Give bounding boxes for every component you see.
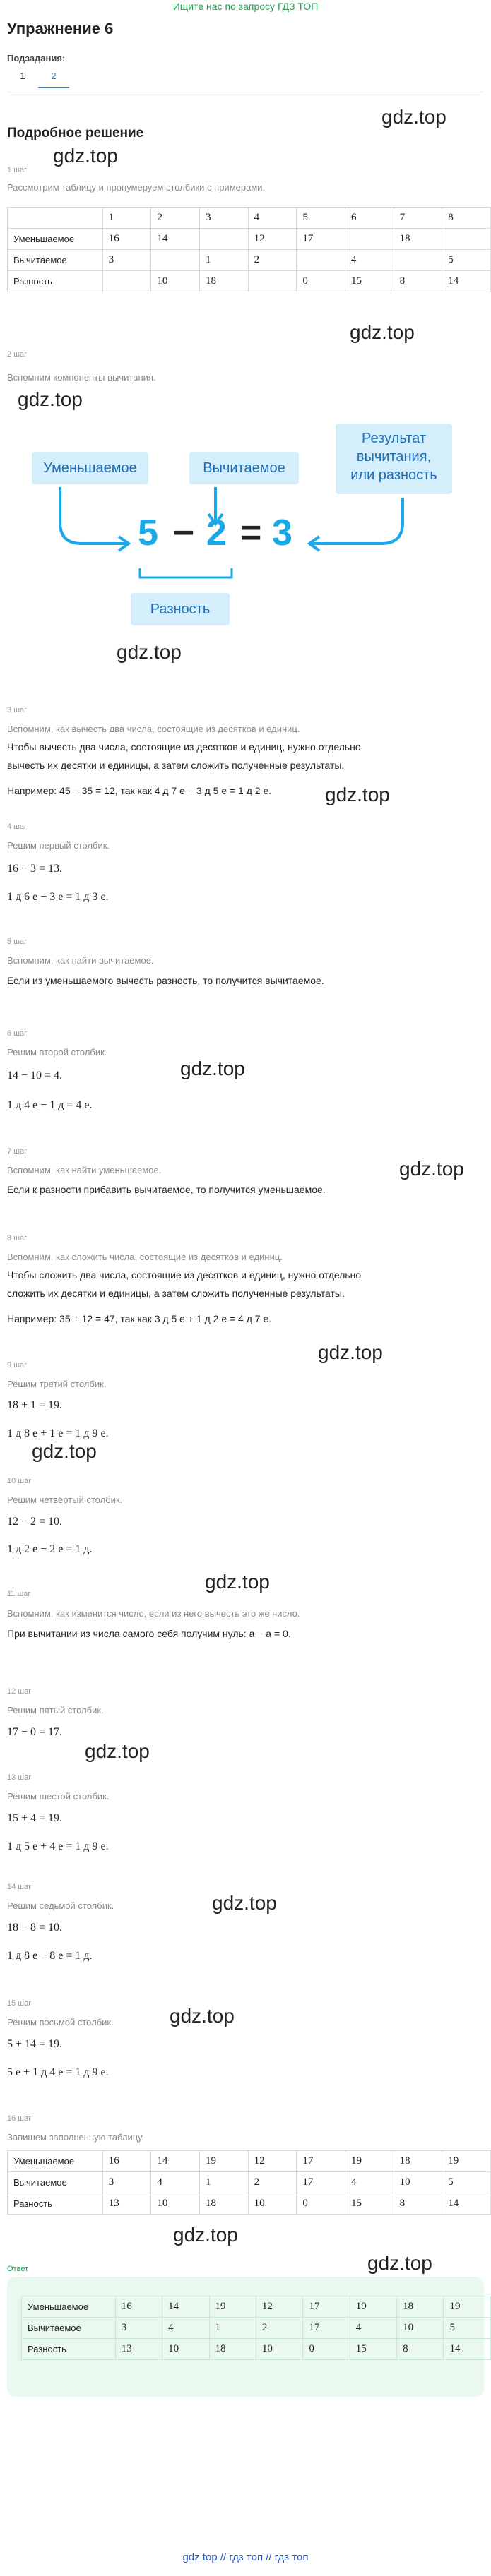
table-cell: 8 xyxy=(397,2339,444,2360)
step-text: Запишем заполненную таблицу. xyxy=(7,2132,144,2143)
table-cell: 10 xyxy=(151,271,200,292)
table-answer xyxy=(21,2296,491,2360)
example: Например: 45 − 35 = 12, так как 4 д 7 е − 3 д 5 е = 1 д 2 е. xyxy=(7,785,272,796)
equation: 14 − 10 = 4. xyxy=(7,1070,63,1082)
equation: 18 − 8 = 10. xyxy=(7,1922,63,1934)
table-cell: 3 xyxy=(115,2318,162,2339)
table-cell xyxy=(394,250,442,271)
table-cell: 18 xyxy=(200,271,249,292)
table-cell: 19 xyxy=(209,2296,256,2318)
step-label: 14 шаг xyxy=(7,1883,32,1891)
example: Например: 35 + 12 = 47, так как 3 д 5 е + 1 д 2 е = 4 д 7 е. xyxy=(7,1313,272,1324)
table-cell: Вычитаемое xyxy=(8,250,103,271)
equation: 1 д 8 е − 8 е = 1 д. xyxy=(7,1950,93,1962)
equation: 15 + 4 = 19. xyxy=(7,1812,63,1824)
table-initial xyxy=(7,207,491,292)
rule-line: Чтобы вычесть два числа, состоящие из десятков и единиц, нужно отдельно xyxy=(7,741,361,753)
step-text: Вспомним, как изменится число, если из него вычесть это же число. xyxy=(7,1608,300,1619)
tab-1[interactable]: 1 xyxy=(20,71,25,81)
watermark: gdz.top xyxy=(318,1341,383,1363)
top-banner[interactable]: Ищите нас по запросу ГДЗ ТОП xyxy=(172,1,319,12)
table-cell: 13 xyxy=(102,2193,151,2215)
table-cell: 10 xyxy=(256,2339,302,2360)
step-label: 12 шаг xyxy=(7,1687,32,1696)
table-row xyxy=(8,2172,491,2193)
rule-line: Если к разности прибавить вычитаемое, то получится уменьшаемое. xyxy=(7,1184,326,1195)
tab-2[interactable]: 2 xyxy=(38,71,69,88)
table-cell: 4 xyxy=(162,2318,209,2339)
table-cell: 17 xyxy=(303,2296,350,2318)
equation: 1 д 4 е − 1 д = 4 е. xyxy=(7,1099,93,1111)
table-cell: 4 xyxy=(350,2318,396,2339)
table-cell: 1 xyxy=(209,2318,256,2339)
table-cell: 8 xyxy=(442,208,491,229)
step-label: 3 шаг xyxy=(7,706,28,714)
table-cell: Разность xyxy=(8,2193,103,2215)
watermark: gdz.top xyxy=(180,1058,245,1079)
table-cell: 13 xyxy=(115,2339,162,2360)
table-cell: 19 xyxy=(442,2151,491,2172)
rule-line: Чтобы сложить два числа, состоящие из десятков и единиц, нужно отдельно xyxy=(7,1269,362,1281)
watermark: gdz.top xyxy=(325,784,390,805)
minuend-label: Уменьшаемое xyxy=(32,452,148,484)
watermark: gdz.top xyxy=(367,2252,432,2274)
solution-title: Подробное решение xyxy=(7,126,144,140)
table-cell: 12 xyxy=(256,2296,302,2318)
footer-links[interactable]: gdz top // гдз топ // гдз топ xyxy=(182,2551,309,2563)
table-cell: 16 xyxy=(115,2296,162,2318)
result-line: или разность xyxy=(350,467,437,483)
watermark: gdz.top xyxy=(212,1892,277,1914)
table-cell: Вычитаемое xyxy=(22,2318,116,2339)
table-cell: 17 xyxy=(303,2318,350,2339)
step-text: Решим шестой столбик. xyxy=(7,1791,110,1802)
table-cell: 18 xyxy=(200,2193,249,2215)
table-cell: Разность xyxy=(22,2339,116,2360)
watermark: gdz.top xyxy=(32,1440,97,1462)
table-cell: 14 xyxy=(162,2296,209,2318)
step-label: 1 шаг xyxy=(7,166,28,174)
table-cell xyxy=(442,229,491,250)
table-filled xyxy=(7,2150,491,2215)
table-cell: 6 xyxy=(345,208,394,229)
table-cell: 8 xyxy=(394,271,442,292)
watermark: gdz.top xyxy=(53,145,118,167)
table-cell: 14 xyxy=(151,229,200,250)
watermark: gdz.top xyxy=(173,2224,238,2246)
step-text: Решим четвёртый столбик. xyxy=(7,1494,123,1505)
diagram-arrows xyxy=(7,417,484,649)
table-row xyxy=(8,208,491,229)
number-minuend: 5 xyxy=(138,513,158,553)
table-cell: 10 xyxy=(162,2339,209,2360)
table-cell: 12 xyxy=(248,2151,297,2172)
table-cell: 14 xyxy=(151,2151,200,2172)
watermark: gdz.top xyxy=(205,1571,270,1593)
page-title: Упражнение 6 xyxy=(7,20,114,37)
table-cell: 17 xyxy=(297,2172,345,2193)
table-cell: 1 xyxy=(200,2172,249,2193)
equation: 1 д 6 е − 3 е = 1 д 3 е. xyxy=(7,891,109,903)
table-cell: 4 xyxy=(345,2172,394,2193)
equation: 17 − 0 = 17. xyxy=(7,1726,63,1738)
table-row xyxy=(8,271,491,292)
table-cell: 5 xyxy=(442,2172,491,2193)
subtasks-label: Подзадания: xyxy=(7,53,66,64)
table-cell: 3 xyxy=(200,208,249,229)
step-text: Вспомним, как найти вычитаемое. xyxy=(7,955,154,966)
equation: 12 − 2 = 10. xyxy=(7,1516,63,1528)
equation: 1 д 8 е + 1 е = 1 д 9 е. xyxy=(7,1427,109,1439)
table-cell: 16 xyxy=(102,2151,151,2172)
equals-sign: = xyxy=(240,513,262,553)
table-cell: 12 xyxy=(248,229,297,250)
table-row xyxy=(8,2151,491,2172)
table-cell: 19 xyxy=(345,2151,394,2172)
table-cell xyxy=(345,229,394,250)
table-row xyxy=(22,2339,491,2360)
number-difference: 3 xyxy=(272,513,292,553)
table-row xyxy=(22,2318,491,2339)
table-cell: 10 xyxy=(397,2318,444,2339)
watermark: gdz.top xyxy=(85,1740,150,1762)
table-cell: 10 xyxy=(394,2172,442,2193)
watermark: gdz.top xyxy=(381,106,446,128)
subtask-tabs xyxy=(7,71,69,88)
equation: 16 − 3 = 13. xyxy=(7,863,63,875)
table-cell: 17 xyxy=(297,2151,345,2172)
table-cell: 0 xyxy=(297,271,345,292)
table-cell: 19 xyxy=(444,2296,491,2318)
table-cell: 5 xyxy=(297,208,345,229)
rule-line: Если из уменьшаемого вычесть разность, то получится вычитаемое. xyxy=(7,975,324,986)
table-cell: 16 xyxy=(102,229,151,250)
table-cell: 14 xyxy=(442,271,491,292)
step-text: Решим второй столбик. xyxy=(7,1047,107,1058)
table-cell: Разность xyxy=(8,271,103,292)
table-cell: Вычитаемое xyxy=(8,2172,103,2193)
equation: 5 + 14 = 19. xyxy=(7,2038,63,2050)
table-cell: 19 xyxy=(350,2296,396,2318)
result-line: Результат xyxy=(362,431,426,446)
table-cell: 10 xyxy=(248,2193,297,2215)
table-cell xyxy=(297,250,345,271)
step-text: Решим седьмой столбик. xyxy=(7,1900,114,1911)
table-cell xyxy=(151,250,200,271)
watermark: gdz.top xyxy=(170,2005,235,2027)
table-cell: 18 xyxy=(397,2296,444,2318)
step-text: Рассмотрим таблицу и пронумеруем столбики с примерами. xyxy=(7,182,266,193)
result-line: вычитания, xyxy=(356,449,432,465)
table-cell xyxy=(102,271,151,292)
table-cell: 2 xyxy=(151,208,200,229)
step-label: 10 шаг xyxy=(7,1477,32,1485)
equation: 5 е + 1 д 4 е = 1 д 9 е. xyxy=(7,2066,109,2078)
table-cell: 0 xyxy=(297,2193,345,2215)
table-row xyxy=(22,2296,491,2318)
watermark: gdz.top xyxy=(399,1158,464,1180)
difference-label: Разность xyxy=(131,593,230,625)
number-subtrahend: 2 xyxy=(206,513,227,553)
table-cell: 4 xyxy=(151,2172,200,2193)
table-row xyxy=(8,229,491,250)
table-cell: Уменьшаемое xyxy=(22,2296,116,2318)
table-cell: 15 xyxy=(345,271,394,292)
step-text: Вспомним, как найти уменьшаемое. xyxy=(7,1165,162,1175)
table-cell: 18 xyxy=(394,229,442,250)
table-cell: 2 xyxy=(248,250,297,271)
step-label: 2 шаг xyxy=(7,350,28,359)
table-cell: 3 xyxy=(102,250,151,271)
table-cell: 15 xyxy=(345,2193,394,2215)
step-label: 9 шаг xyxy=(7,1361,28,1370)
step-text: Решим третий столбик. xyxy=(7,1379,107,1389)
subtrahend-label: Вычитаемое xyxy=(189,452,299,484)
step-text: Решим пятый столбик. xyxy=(7,1705,104,1715)
watermark: gdz.top xyxy=(117,641,182,663)
step-text: Решим восьмой столбик. xyxy=(7,2017,114,2027)
table-cell: 19 xyxy=(200,2151,249,2172)
minus-sign: − xyxy=(173,513,195,553)
equation: 1 д 2 е − 2 е = 1 д. xyxy=(7,1543,93,1555)
step-label: 8 шаг xyxy=(7,1234,28,1242)
table-cell: 14 xyxy=(444,2339,491,2360)
step-label: 4 шаг xyxy=(7,822,28,831)
table-cell: 4 xyxy=(248,208,297,229)
step-text: Вспомним, как вычесть два числа, состоящие из десятков и единиц. xyxy=(7,724,300,734)
table-cell: 3 xyxy=(102,2172,151,2193)
table-cell: 5 xyxy=(442,250,491,271)
table-cell: 15 xyxy=(350,2339,396,2360)
table-cell: 0 xyxy=(303,2339,350,2360)
table-cell: 17 xyxy=(297,229,345,250)
step-text: Вспомним компоненты вычитания. xyxy=(7,372,156,383)
step-label: 16 шаг xyxy=(7,2114,32,2123)
table-cell: 4 xyxy=(345,250,394,271)
watermark: gdz.top xyxy=(18,388,83,410)
step-label: 15 шаг xyxy=(7,1999,32,2008)
watermark: gdz.top xyxy=(350,321,415,343)
rule-line: сложить их десятки и единицы, а затем сложить полученные результаты. xyxy=(7,1288,345,1299)
step-label: 13 шаг xyxy=(7,1773,32,1782)
table-cell: 2 xyxy=(256,2318,302,2339)
table-cell: 10 xyxy=(151,2193,200,2215)
answer-label: Ответ xyxy=(7,2265,29,2273)
table-cell: 14 xyxy=(442,2193,491,2215)
table-row xyxy=(8,2193,491,2215)
table-cell: Уменьшаемое xyxy=(8,229,103,250)
step-label: 7 шаг xyxy=(7,1147,28,1156)
table-cell: 5 xyxy=(444,2318,491,2339)
table-cell: 18 xyxy=(209,2339,256,2360)
table-cell xyxy=(248,271,297,292)
table-cell: 1 xyxy=(200,250,249,271)
table-cell: Уменьшаемое xyxy=(8,2151,103,2172)
table-cell: 18 xyxy=(394,2151,442,2172)
step-label: 6 шаг xyxy=(7,1029,28,1038)
equation: 1 д 5 е + 4 е = 1 д 9 е. xyxy=(7,1840,109,1852)
equation: 18 + 1 = 19. xyxy=(7,1399,63,1411)
table-cell xyxy=(8,208,103,229)
table-cell: 2 xyxy=(248,2172,297,2193)
step-text: Решим первый столбик. xyxy=(7,840,110,851)
rule-line: При вычитании из числа самого себя получим нуль: a − a = 0. xyxy=(7,1628,291,1639)
rule-line: вычесть их десятки и единицы, а затем сложить полученные результаты. xyxy=(7,760,345,771)
subtraction-diagram xyxy=(7,417,484,649)
table-cell: 8 xyxy=(394,2193,442,2215)
step-text: Вспомним, как сложить числа, состоящие из десятков и единиц. xyxy=(7,1252,283,1262)
table-row xyxy=(8,250,491,271)
table-cell: 1 xyxy=(102,208,151,229)
table-cell: 7 xyxy=(394,208,442,229)
table-cell xyxy=(200,229,249,250)
step-label: 11 шаг xyxy=(7,1590,31,1598)
step-label: 5 шаг xyxy=(7,937,28,946)
